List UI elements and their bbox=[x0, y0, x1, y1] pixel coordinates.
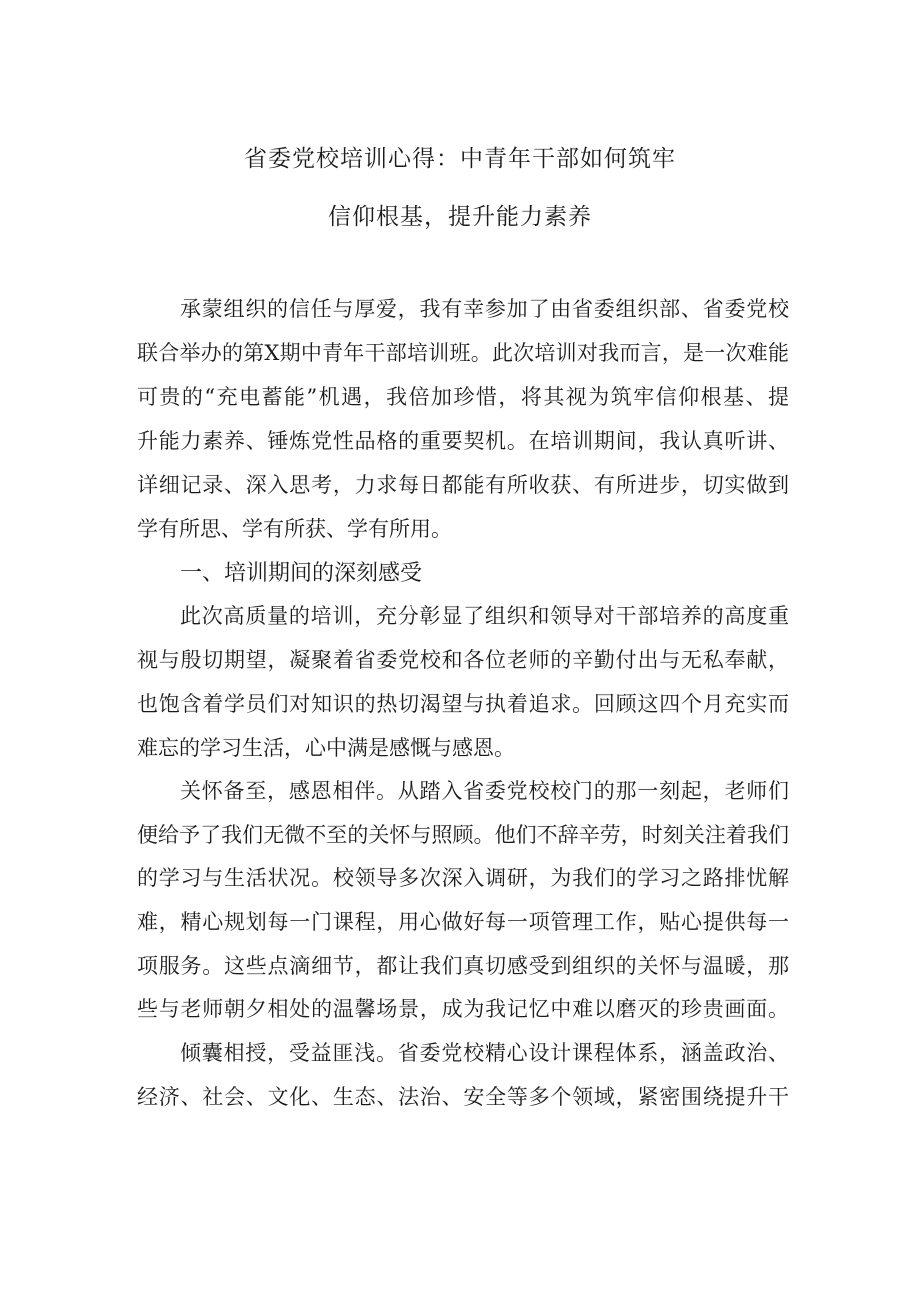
paragraph-4-line: 倾囊相授，受益匪浅。省委党校精心设计课程体系，涵盖政治、 bbox=[180, 1041, 789, 1065]
paragraph-3-line: 难，精心规划每一门课程，用心做好每一项管理工作，贴心提供每一 bbox=[137, 910, 789, 934]
document-title-line-2: 信仰根基，提升能力素养 bbox=[328, 204, 592, 230]
paragraph-1-line: 承蒙组织的信任与厚爱，我有幸参加了由省委组织部、省委党校 bbox=[180, 297, 789, 321]
paragraph-2-line: 此次高质量的培训，充分彰显了组织和领导对干部培养的高度重 bbox=[180, 604, 789, 628]
paragraph-3-line: 便给予了我们无微不至的关怀与照顾。他们不辞辛劳，时刻关注着我们 bbox=[137, 823, 789, 847]
paragraph-2-line: 视与殷切期望，凝聚着省委党校和各位老师的辛勤付出与无私奉献， bbox=[137, 648, 789, 672]
paragraph-3-line: 关怀备至，感恩相伴。从踏入省委党校校门的那一刻起，老师们 bbox=[180, 779, 789, 803]
paragraph-1-line: 可贵的“充电蓄能”机遇，我倍加珍惜，将其视为筑牢信仰根基、提 bbox=[137, 385, 789, 409]
document-title-line-1: 省委党校培训心得：中青年干部如何筑牢 bbox=[244, 146, 676, 172]
paragraph-1-line: 详细记录、深入思考，力求每日都能有所收获、有所进步，切实做到 bbox=[137, 473, 789, 497]
paragraph-1-line: 联合举办的第X期中青年干部培训班。此次培训对我而言，是一次难能 bbox=[137, 341, 789, 365]
paragraph-3-line: 些与老师朝夕相处的温馨场景，成为我记忆中难以磨灭的珍贵画面。 bbox=[137, 997, 789, 1021]
section-heading: 一、培训期间的深刻感受 bbox=[180, 561, 423, 586]
paragraph-2-line: 难忘的学习生活，心中满是感慨与感恩。 bbox=[137, 736, 515, 760]
paragraph-1-line: 学有所思、学有所获、学有所用。 bbox=[137, 517, 452, 541]
paragraph-3-line: 项服务。这些点滴细节，都让我们真切感受到组织的关怀与温暖，那 bbox=[137, 954, 789, 978]
paragraph-3-line: 的学习与生活状况。校领导多次深入调研，为我们的学习之路排忧解 bbox=[137, 866, 789, 890]
paragraph-1-line: 升能力素养、锤炼党性品格的重要契机。在培训期间，我认真听讲、 bbox=[137, 429, 789, 453]
paragraph-4-line: 经济、社会、文化、生态、法治、安全等多个领域，紧密围绕提升干 bbox=[137, 1085, 789, 1109]
paragraph-2-line: 也饱含着学员们对知识的热切渴望与执着追求。回顾这四个月充实而 bbox=[137, 692, 789, 716]
